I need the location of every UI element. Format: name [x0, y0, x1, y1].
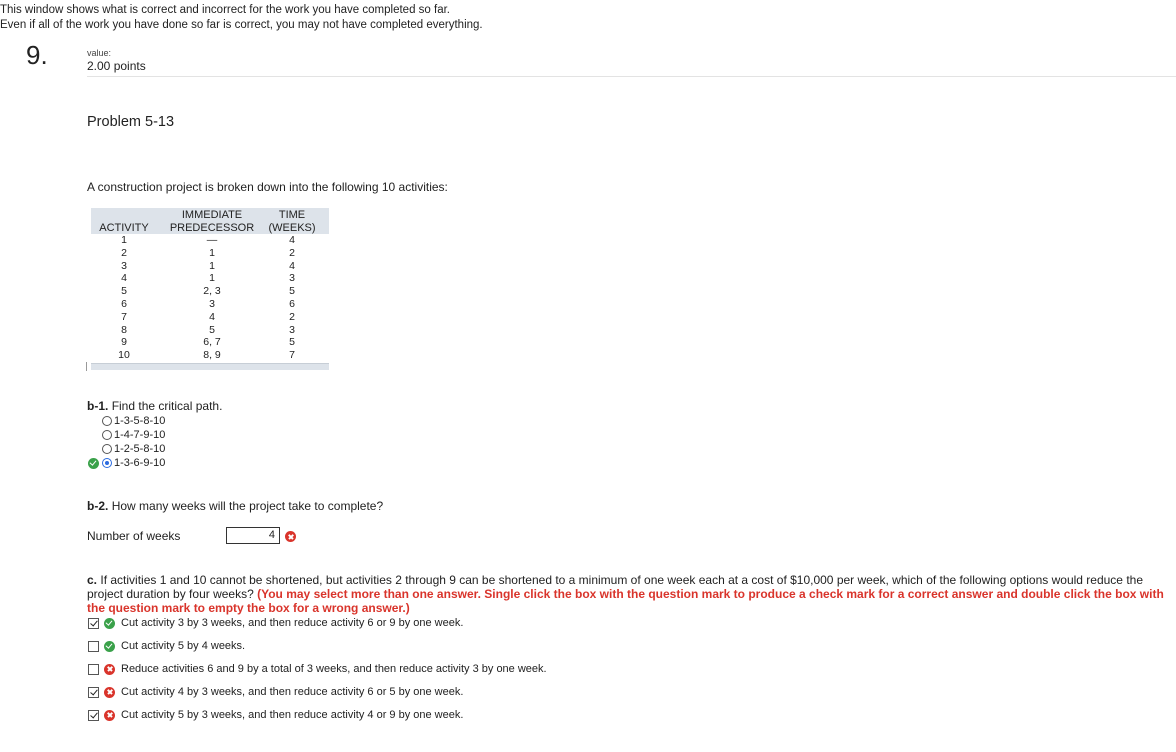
value-label: value: — [87, 48, 112, 58]
cell-predecessor: — — [206, 234, 218, 246]
table-row — [91, 311, 329, 324]
checkbox-checked[interactable] — [88, 710, 99, 721]
question-b2 — [87, 499, 383, 513]
cell-activity: 5 — [121, 285, 127, 298]
cell-time: 7 — [289, 349, 295, 362]
activity-table — [91, 208, 329, 371]
cell-predecessor: 1 — [209, 246, 215, 259]
cell-activity: 6 — [121, 297, 127, 310]
correct-check-icon — [88, 458, 99, 469]
question-c — [87, 573, 1176, 615]
problem-intro: A construction project is broken down into the following 10 activities: — [87, 180, 448, 194]
c-option-label: Cut activity 4 by 3 weeks, and then reduce activity 6 or 5 by one week. — [121, 686, 464, 698]
cell-activity: 2 — [121, 246, 127, 259]
b1-option-selected[interactable] — [88, 456, 165, 470]
cell-time: 4 — [289, 259, 295, 272]
checkbox[interactable] — [88, 664, 99, 675]
c-option-label: Cut activity 3 by 3 weeks, and then reduce activity 6 or 9 by one week. — [121, 617, 464, 629]
header-time-line2: (WEEKS) — [268, 222, 316, 234]
radio-button-selected[interactable] — [102, 458, 112, 468]
table-row — [91, 298, 329, 311]
c-option-label: Cut activity 5 by 3 weeks, and then reduce activity 4 or 9 by one week. — [121, 709, 464, 721]
cell-time: 2 — [289, 246, 295, 259]
cell-predecessor: 6, 7 — [203, 336, 221, 349]
question-b1-text: Find the critical path. — [111, 399, 223, 413]
question-b2-text: How many weeks will the project take to complete? — [111, 499, 384, 513]
cell-activity: 9 — [121, 336, 127, 349]
cell-activity: 4 — [121, 272, 127, 285]
cell-time: 6 — [289, 297, 295, 310]
question-b1 — [87, 399, 222, 413]
cell-time: 4 — [289, 234, 295, 246]
c-option[interactable] — [88, 617, 463, 629]
cell-time: 5 — [289, 285, 295, 298]
correct-check-icon — [104, 618, 115, 629]
cell-time: 3 — [289, 323, 295, 336]
table-header — [91, 208, 329, 234]
b1-option-label: 1-3-5-8-10 — [114, 415, 166, 427]
divider — [87, 76, 1176, 77]
b1-option-label: 1-3-6-9-10 — [114, 457, 166, 469]
checkbox-checked[interactable] — [88, 618, 99, 629]
incorrect-x-icon — [285, 531, 296, 542]
question-c-text: If activities 1 and 10 cannot be shortened, but activities 2 through 9 can be shortened to a minimum of one week each at a cost of $10,000 per week, which of the following options would reduce the project duration by four weeks? — [87, 573, 1143, 601]
question-c-label: c. — [87, 573, 98, 587]
weeks-field-label: Number of weeks — [87, 529, 181, 543]
table-row — [91, 336, 329, 349]
weeks-input[interactable]: 4 — [226, 527, 280, 544]
header-activity: ACTIVITY — [99, 222, 149, 234]
cell-activity: 10 — [118, 349, 130, 362]
cell-activity: 8 — [121, 323, 127, 336]
correct-check-icon — [104, 641, 115, 652]
c-option[interactable] — [88, 709, 463, 721]
table-edge — [86, 362, 87, 371]
question-b1-label: b-1. — [87, 399, 109, 413]
feedback-notice-line1: This window shows what is correct and incorrect for the work you have completed so far. — [0, 4, 450, 16]
b1-option-label: 1-2-5-8-10 — [114, 443, 166, 455]
cell-time: 2 — [289, 310, 295, 323]
c-option-label: Reduce activities 6 and 9 by a total of 3 weeks, and then reduce activity 3 by one week. — [121, 663, 547, 675]
header-predecessor-line1: IMMEDIATE — [181, 209, 243, 221]
cell-time: 3 — [289, 272, 295, 285]
incorrect-x-icon — [104, 664, 115, 675]
radio-button[interactable] — [102, 430, 112, 440]
checkbox-checked[interactable] — [88, 687, 99, 698]
question-number: 9. — [26, 40, 48, 70]
table-row — [91, 247, 329, 260]
checkbox[interactable] — [88, 641, 99, 652]
table-row — [91, 285, 329, 298]
cell-time: 5 — [289, 336, 295, 349]
question-c-instruction: (You may select more than one answer. Single click the box with the question mark to produce a check mark for a correct answer and double click the box with the question mark to empty the box for a wrong answer.) — [87, 587, 1164, 615]
cell-predecessor: 5 — [209, 323, 215, 336]
b1-option[interactable] — [102, 414, 165, 428]
table-row — [91, 260, 329, 273]
incorrect-x-icon — [104, 687, 115, 698]
cell-predecessor: 3 — [209, 297, 215, 310]
c-option[interactable] — [88, 686, 463, 698]
cell-predecessor: 2, 3 — [203, 285, 221, 298]
header-predecessor-line2: PREDECESSOR — [169, 222, 255, 234]
table-row — [91, 349, 329, 362]
points-value: 2.00 points — [87, 59, 146, 73]
cell-activity: 7 — [121, 310, 127, 323]
cell-activity: 3 — [121, 259, 127, 272]
cell-predecessor: 8, 9 — [203, 349, 221, 362]
incorrect-x-icon — [104, 710, 115, 721]
cell-predecessor: 1 — [209, 272, 215, 285]
feedback-notice-line2: Even if all of the work you have done so far is correct, you may not have completed everything. — [0, 19, 483, 31]
table-row — [91, 324, 329, 337]
table-body — [91, 234, 329, 362]
cell-predecessor: 4 — [209, 310, 215, 323]
table-row — [91, 234, 329, 247]
question-b2-label: b-2. — [87, 499, 109, 513]
radio-button[interactable] — [102, 444, 112, 454]
radio-button[interactable] — [102, 416, 112, 426]
cell-predecessor: 1 — [209, 259, 215, 272]
c-option-label: Cut activity 5 by 4 weeks. — [121, 640, 246, 652]
c-option[interactable] — [88, 640, 245, 652]
table-footer — [91, 363, 329, 370]
cell-activity: 1 — [121, 234, 127, 246]
b1-option[interactable] — [102, 428, 165, 442]
b1-option[interactable] — [102, 442, 165, 456]
b1-option-label: 1-4-7-9-10 — [114, 429, 166, 441]
problem-title: Problem 5-13 — [87, 114, 175, 130]
header-time-line1: TIME — [278, 209, 306, 221]
c-option[interactable] — [88, 663, 547, 675]
table-row — [91, 272, 329, 285]
